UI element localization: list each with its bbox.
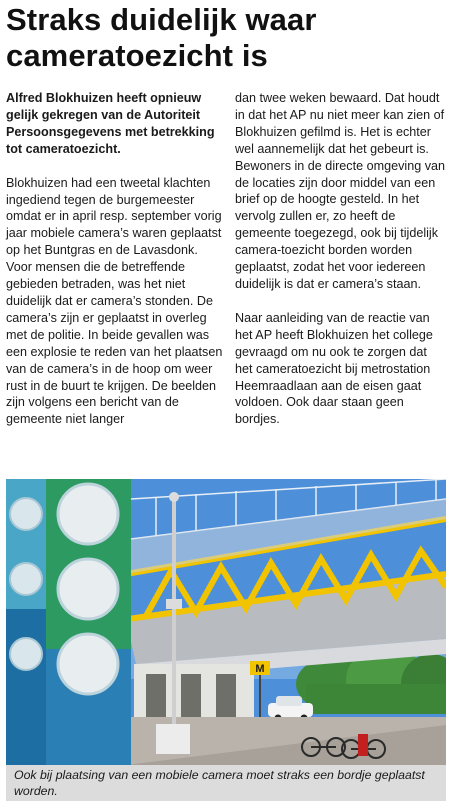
article-body-paragraph: dan twee weken bewaard. Dat houdt in dat het AP nu niet meer kan zien of Blokhuizen gefilmd is. Het is echter wel aannemelijk dat het gebeurt is. Bewoners in de directe omgeving van de locaties zijn door middel van een brief op de hoogte gesteld. In het vervolg zullen er, zo heeft de gemeente toegezegd, ook bij tijdelijk camera-toezicht borden worden geplaatst, zodat het voor iedereen duidelijk is dat er camera’s staan. bbox=[235, 91, 446, 291]
article-photo bbox=[6, 479, 446, 765]
article-headline: Straks duidelijk waar cameratoezicht is bbox=[6, 2, 317, 73]
article-column-left bbox=[6, 90, 224, 428]
blue-tower bbox=[6, 479, 131, 765]
metro-sign-letter: M bbox=[255, 663, 265, 675]
photo-caption: Ook bij plaatsing van een mobiele camera moet straks een bordje geplaatst worden. bbox=[6, 765, 446, 801]
metro-station-illustration bbox=[6, 479, 446, 765]
article-column-right bbox=[235, 90, 447, 428]
article-body-paragraph: Blokhuizen had een tweetal klachten ingediend tegen de burgemeester omdat er in april resp. september vorig jaar mobiele camera’s waren geplaatst op het Buntgras en de Lavasdonk. Voor mensen die de betreffende gebieden betraden, was het niet duidelijk dat er camera’s stonden. De camera’s zijn er geplaatst in overleg met de politie. In beide gevallen was een explosie te reden van het plaatsen van de camera’s in de hoop om weer rust in de buurt te krijgen. De beelden zijn volgens een bericht van de gemeente niet langer bbox=[6, 175, 223, 427]
article-lead: Alfred Blokhuizen heeft opnieuw gelijk gekregen van de Autoriteit Persoonsgegevens met betrekking tot cameratoezicht. bbox=[6, 91, 215, 156]
article-body-paragraph: Naar aanleiding van de reactie van het AP heeft Blokhuizen het college gevraagd om nu ook te zorgen dat het cameratoezicht bij metrostation Heemraadlaan aan de eisen gaat voldoen. Ook daar staan geen bordjes. bbox=[235, 310, 433, 427]
